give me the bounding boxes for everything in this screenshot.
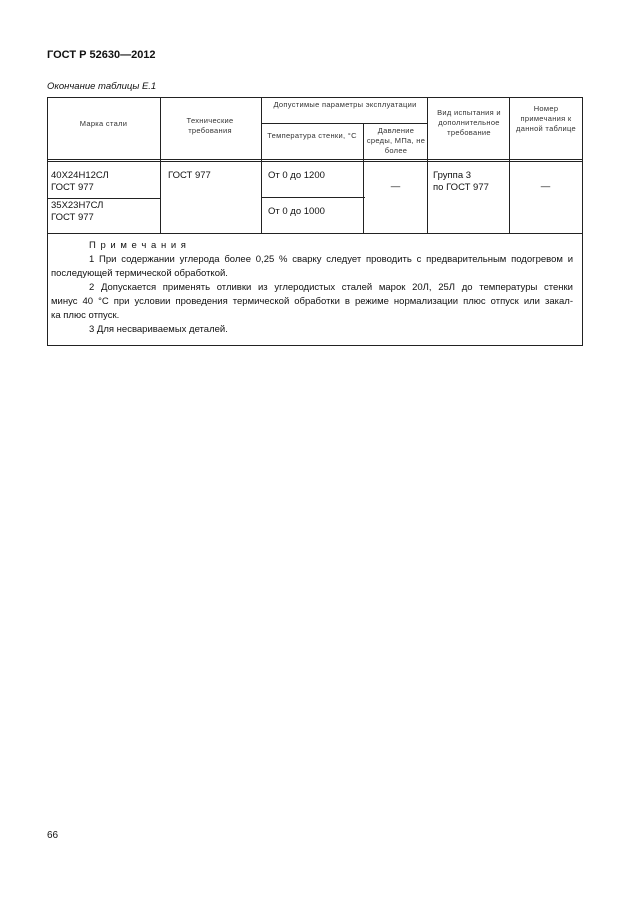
grade-standard: ГОСТ 977	[51, 182, 94, 193]
note-3: 3 Для несвариваемых деталей.	[89, 324, 228, 335]
page-number: 66	[47, 830, 59, 841]
col-pressure: Давление среды, МПа, не более	[366, 126, 426, 155]
test-type-value	[433, 170, 489, 194]
tech-req-value: ГОСТ 977	[168, 170, 211, 181]
table-row	[51, 170, 109, 194]
grade: 35Х23Н7СЛ	[51, 200, 104, 211]
standard-header: ГОСТ Р 52630—2012	[47, 49, 156, 61]
grade: 40Х24Н12СЛ	[51, 170, 109, 181]
table-caption: Окончание таблицы Е.1	[47, 81, 157, 92]
col-temperature: Температура стенки, °С	[267, 131, 357, 140]
temperature-value: От 0 до 1000	[268, 206, 325, 217]
grade-standard: ГОСТ 977	[51, 212, 94, 223]
table-row	[51, 200, 103, 224]
note-2-end: ка плюс отпуск.	[51, 310, 120, 321]
temperature-value: От 0 до 1200	[268, 170, 325, 181]
col-params-group: Допустимые параметры эксплуатации	[273, 100, 417, 109]
notes-block	[51, 239, 573, 337]
col-steel-grade: Марка стали	[79, 119, 128, 128]
note-1-cont: последующей термической обработкой.	[51, 268, 228, 279]
col-tech-req: Технические требования	[186, 116, 234, 135]
note-number-value: —	[540, 181, 551, 192]
col-note-number: Номер примечания к данной таблице	[516, 104, 576, 133]
test-group: Группа 3	[433, 170, 472, 181]
test-standard: по ГОСТ 977	[433, 182, 489, 193]
pressure-value: —	[390, 181, 401, 192]
note-2: 2 Допускается применять отливки из углеродистых сталей марок 20Л, 25Л до температуры стенки	[89, 282, 573, 293]
note-1: 1 При содержании углерода более 0,25 % сварку следует проводить с предварительным подогревом и	[89, 254, 573, 265]
notes-title: П р и м е ч а н и я	[89, 240, 187, 251]
note-2-cont: минус 40 °С при условии проведения термической обработки в режиме нормализации плюс отпуск или закал-	[51, 296, 573, 307]
col-test-type: Вид испытания и дополнительное требование	[437, 108, 501, 137]
